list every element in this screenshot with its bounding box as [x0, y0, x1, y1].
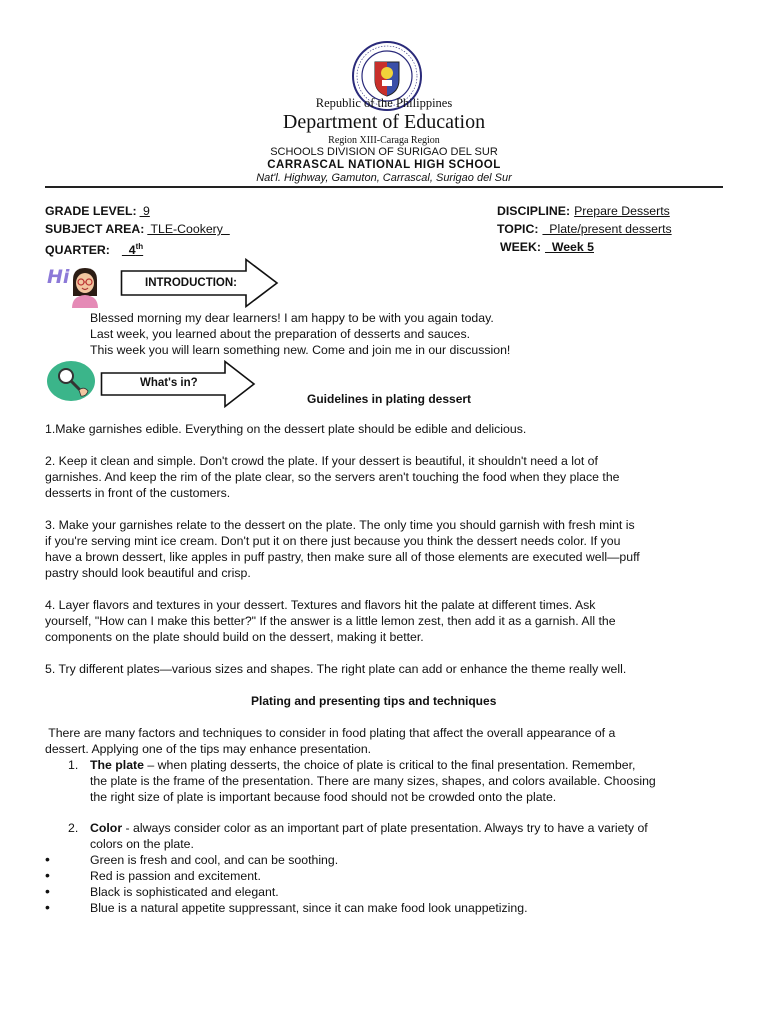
region-line: Region XIII-Caraga Region — [328, 135, 440, 146]
hi-badge: Hi — [47, 266, 70, 288]
introduction-arrow — [120, 258, 280, 308]
guideline-2-line-2: garnishes. And keep the rim of the plate clear, so the servers aren't touching the food when they place the — [45, 470, 620, 484]
teacher-avatar-icon — [68, 266, 102, 308]
guideline-4-line-1: 4. Layer flavors and textures in your dessert. Textures and flavors hit the palate at different times. Ask — [45, 598, 596, 612]
quarter-value-wrap — [122, 243, 143, 257]
grade-level-value: 9 — [139, 204, 150, 218]
guideline-4-line-3: components on the plate should build on the dessert, making it better. — [45, 630, 424, 644]
tip-1-text: – when plating desserts, the choice of plate is critical to the final presentation. Remember, — [143, 758, 636, 772]
guidelines-heading: Guidelines in plating dessert — [307, 392, 472, 406]
bullet-icon: • — [45, 851, 50, 867]
topic-label: TOPIC: — [497, 222, 539, 236]
guideline-2-line-1: 2. Keep it clean and simple. Don't crowd the plate. If your dessert is beautiful, it shouldn't need a lot of — [45, 454, 598, 468]
quarter — [45, 239, 143, 258]
topic-value: Plate/present desserts — [542, 222, 672, 236]
header-divider — [45, 186, 723, 188]
tip-2-line-1 — [90, 820, 648, 836]
guideline-3-line-1: 3. Make your garnishes relate to the dessert on the plate. The only time you should garnish with fresh mint is — [45, 518, 635, 532]
color-bullet-blue: Blue is a natural appetite suppressant, since it can make food look unappetizing. — [90, 901, 528, 915]
school-name: CARRASCAL NATIONAL HIGH SCHOOL — [267, 159, 501, 171]
subject-area-label: SUBJECT AREA: — [45, 222, 145, 236]
subject-area — [45, 221, 230, 237]
intro-line-3: This week you will learn something new. Come and join me in our discussion! — [90, 343, 511, 357]
tip-1-line-2: the plate is the frame of the presentation. There are many sizes, shapes, and colors available. Choosing — [90, 774, 656, 788]
discipline — [497, 203, 670, 219]
guideline-3-line-4: pastry should look beautiful and crisp. — [45, 566, 251, 580]
grade-level-label: GRADE LEVEL: — [45, 204, 137, 218]
bullet-icon: • — [45, 899, 50, 915]
week-label: WEEK: — [500, 240, 541, 254]
subject-area-value: TLE-Cookery — [147, 222, 230, 236]
guideline-4-line-2: yourself, "How can I make this better?" If the answer is a little lemon zest, then add it as a garnish. All the — [45, 614, 616, 628]
color-bullet-green: Green is fresh and cool, and can be soothing. — [90, 853, 339, 867]
week — [500, 239, 594, 255]
guideline-3-line-2: if you're serving mint ice cream. Don't put it on there just because you think the dessert needs color. If you — [45, 534, 621, 548]
division-line: SCHOOLS DIVISION OF SURIGAO DEL SUR — [270, 146, 498, 158]
magnifier-icon — [46, 360, 98, 404]
tip-1-term: The plate — [90, 758, 144, 772]
topic — [497, 221, 672, 237]
quarter-label: QUARTER: — [45, 243, 110, 258]
teacher-avatar — [68, 266, 102, 308]
quarter-sup: th — [135, 242, 144, 251]
quarter-value: 4 — [121, 243, 136, 258]
color-bullet-red: Red is passion and excitement. — [90, 869, 261, 883]
tip-1-number: 1. — [68, 758, 79, 772]
bullet-icon: • — [45, 867, 50, 883]
grade-level — [45, 203, 150, 219]
tips-heading: Plating and presenting tips and techniques — [251, 694, 497, 708]
whats-in-arrow — [100, 360, 257, 408]
tip-1-line-3: the right size of plate is important because food should not be crowded onto the plate. — [90, 790, 557, 804]
intro-line-2: Last week, you learned about the preparation of desserts and sauces. — [90, 327, 471, 341]
guideline-3-line-3: have a brown dessert, like apples in puff pastry, then make sure all of those elements are executed well—puff — [45, 550, 640, 564]
color-bullet-black: Black is sophisticated and elegant. — [90, 885, 279, 899]
week-value: Week 5 — [545, 240, 594, 254]
bullet-icon: • — [45, 883, 50, 899]
tips-intro-line-2: dessert. Applying one of the tips may enhance presentation. — [45, 742, 372, 756]
guideline-2-line-3: desserts in front of the customers. — [45, 486, 231, 500]
tip-2-line-2: colors on the plate. — [90, 837, 194, 851]
whats-in-label: What's in? — [140, 377, 198, 389]
address-line: Nat'l. Highway, Gamuton, Carrascal, Surigao del Sur — [256, 172, 512, 184]
department-title: Department of Education — [282, 111, 486, 133]
introduction-label: INTRODUCTION: — [145, 277, 237, 289]
tips-intro-line-1: There are many factors and techniques to consider in food plating that affect the overall appearance of a — [45, 726, 616, 740]
guideline-5-line-1: 5. Try different plates—various sizes and shapes. The right plate can add or enhance the theme really well. — [45, 662, 627, 676]
discipline-label: DISCIPLINE: — [497, 204, 571, 218]
tip-2-text: - always consider color as an important part of plate presentation. Always try to have a variety of — [122, 821, 648, 835]
discipline-value: Prepare Desserts — [574, 204, 670, 218]
guideline-1-line-1: 1.Make garnishes edible. Everything on the dessert plate should be edible and delicious. — [45, 422, 527, 436]
intro-line-1: Blessed morning my dear learners! I am happy to be with you again today. — [90, 311, 494, 325]
tip-2-number: 2. — [68, 821, 79, 835]
republic-line: Republic of the Philippines — [315, 96, 453, 110]
magnifier-badge — [46, 360, 98, 404]
tip-2-term: Color — [90, 821, 123, 835]
tip-1-line-1 — [90, 757, 635, 773]
